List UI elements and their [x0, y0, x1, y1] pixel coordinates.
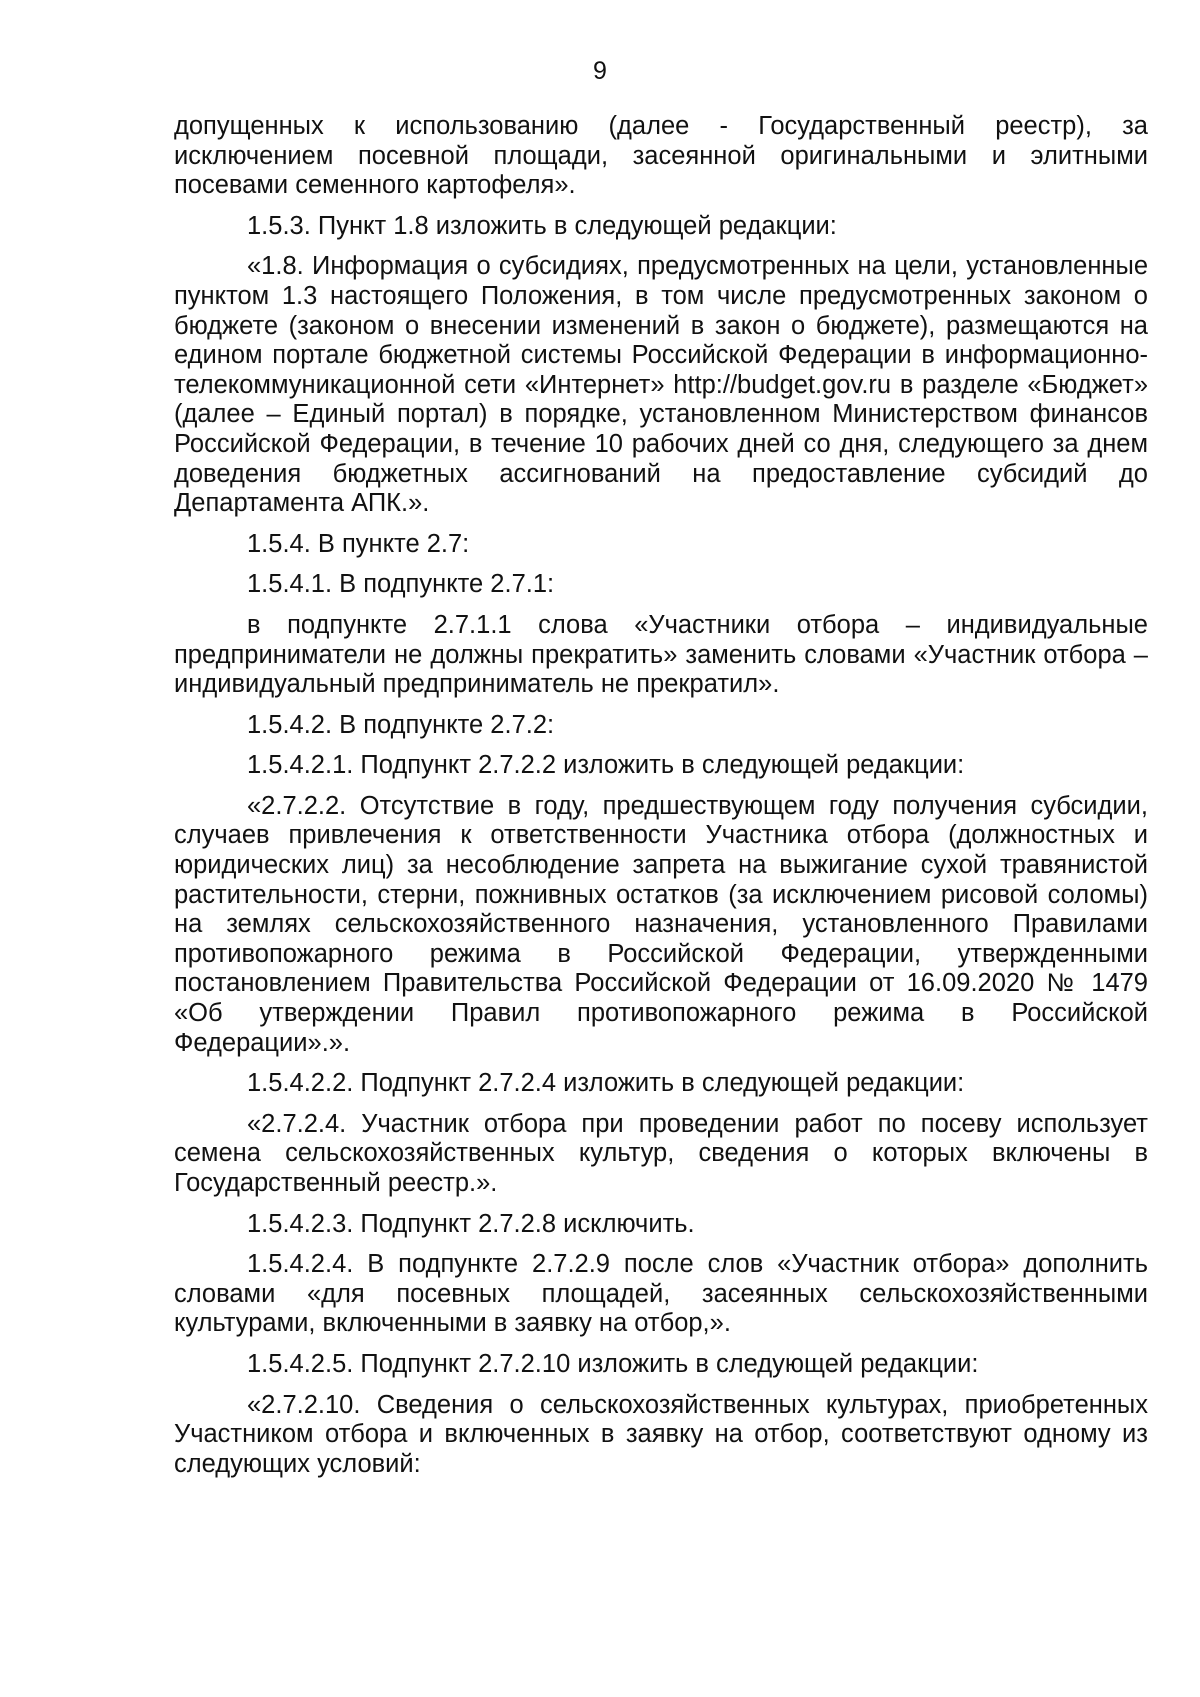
paragraph-1-5-4-2-5: 1.5.4.2.5. Подпункт 2.7.2.10 изложить в следующей редакции: — [247, 1349, 979, 1378]
page-number: 9 — [593, 57, 607, 85]
paragraph-1-5-3: 1.5.3. Пункт 1.8 изложить в следующей редакции: — [247, 211, 837, 240]
paragraph-1-5-4: 1.5.4. В пункте 2.7: — [247, 529, 470, 558]
paragraph-1-5-4-2: 1.5.4.2. В подпункте 2.7.2: — [247, 710, 555, 739]
paragraph-2-7-2-4-quote: «2.7.2.4. Участник отбора при проведении работ по посеву использует семена сельскохозяйственных культур, сведения о которых включены в Государственный реестр.». — [174, 1109, 1148, 1197]
paragraph-1-5-4-2-1: 1.5.4.2.1. Подпункт 2.7.2.2 изложить в следующей редакции: — [247, 751, 965, 780]
paragraph-1-5-4-1: 1.5.4.1. В подпункте 2.7.1: — [247, 570, 555, 599]
paragraph-1-8-quote: «1.8. Информация о субсидиях, предусмотренных на цели, установленные пунктом 1.3 настоящего Положения, в том числе предусмотренных законом о бюджете (законом о внесении изменений в закон о бюджете), размещаются на едином портале бюджетной системы Российской Федерации в информационно-телекоммуникационной сети «Интернет» http://budget.gov.ru в разделе «Бюджет» (далее – Единый портал) в порядке, установленном Министерством финансов Российской Федерации, в течение 10 рабочих дней со дня, следующего за днем доведения бюджетных ассигнований на предоставление субсидий до Департамента АПК.». — [174, 252, 1148, 518]
paragraph-1-5-4-2-4: 1.5.4.2.4. В подпункте 2.7.2.9 после слов «Участник отбора» дополнить словами «для посевных площадей, засеянных сельскохозяйственными культурами, включенными в заявку на отбор,». — [174, 1250, 1148, 1338]
paragraph-2-7-2-10-quote: «2.7.2.10. Сведения о сельскохозяйственных культурах, приобретенных Участником отбора и включенных в заявку на отбор, соответствуют одному из следующих условий: — [174, 1390, 1148, 1478]
paragraph-2-7-2-2-quote: «2.7.2.2. Отсутствие в году, предшествующем году получения субсидии, случаев привлечения к ответственности Участника отбора (должностных и юридических лиц) за несоблюдение запрета на выжигание сухой травянистой растительности, стерни, пожнивных остатков (за исключением рисовой соломы) на землях сельскохозяйственного назначения, установленного Правилами противопожарного режима в Российской Федерации, утвержденными постановлением Правительства Российской Федерации от 16.09.2020 № 1479 «Об утверждении Правил противопожарного режима в Российской Федерации».». — [174, 791, 1148, 1057]
document-body — [174, 112, 1148, 1490]
paragraph-continuation: допущенных к использованию (далее - Государственный реестр), за исключением посевной площади, засеянной оригинальными и элитными посевами семенного картофеля». — [174, 112, 1148, 200]
paragraph-2-7-1-1-amendment: в подпункте 2.7.1.1 слова «Участники отбора – индивидуальные предприниматели не должны прекратить» заменить словами «Участник отбора – индивидуальный предприниматель не прекратил». — [174, 610, 1148, 699]
paragraph-1-5-4-2-3: 1.5.4.2.3. Подпункт 2.7.2.8 исключить. — [247, 1209, 695, 1238]
paragraph-1-5-4-2-2: 1.5.4.2.2. Подпункт 2.7.2.4 изложить в следующей редакции: — [247, 1069, 965, 1098]
